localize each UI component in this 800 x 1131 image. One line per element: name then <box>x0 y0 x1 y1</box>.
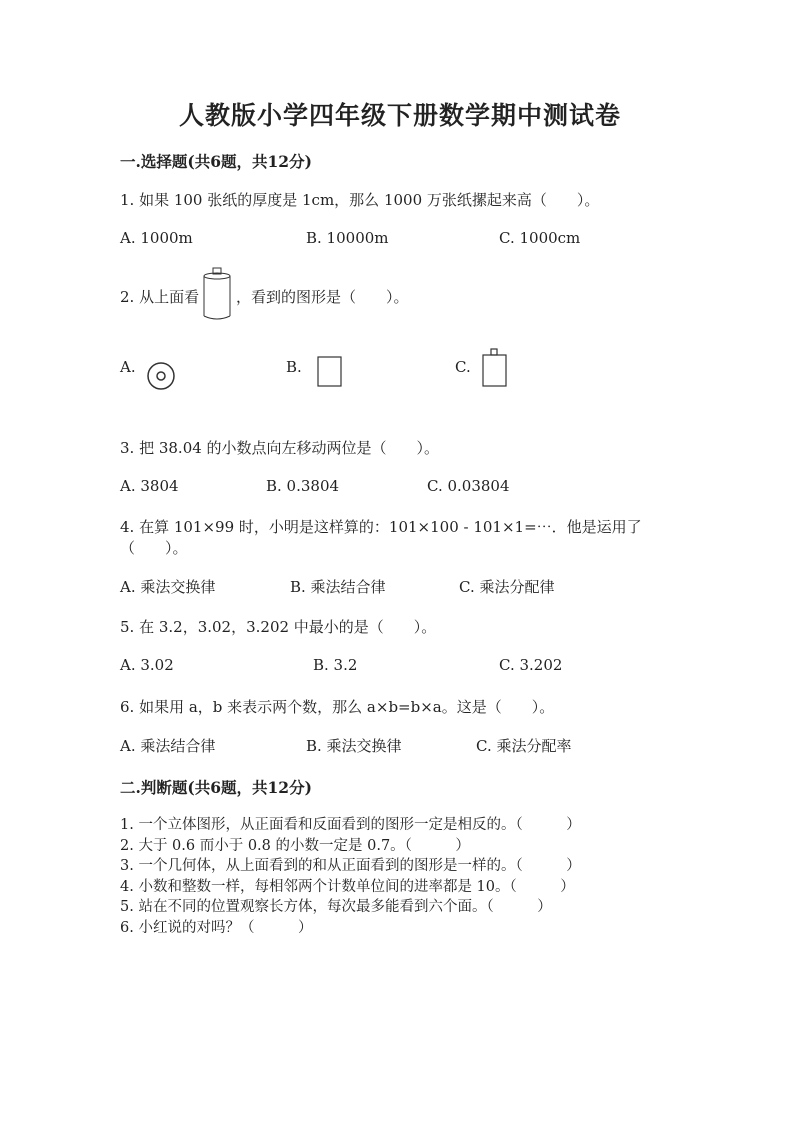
q5-option-b: B. 3.2 <box>313 656 358 674</box>
q2-option-a: A. <box>120 358 136 376</box>
judge-item-3: 3. 一个几何体，从上面看到的和从正面看到的图形是一样的。（ ） <box>120 858 581 874</box>
question-2-after: ，看到的图形是（ ）。 <box>236 288 409 306</box>
q2-option-c: C. <box>455 358 471 376</box>
page-title: 人教版小学四年级下册数学期中测试卷 <box>178 101 621 130</box>
section1-heading: 一.选择题(共6题，共12分) <box>120 152 312 171</box>
q1-option-b: B. 10000m <box>306 229 389 247</box>
q2-option-b: B. <box>286 358 302 376</box>
rectangle-figure <box>316 356 344 388</box>
q6-option-c: C. 乘法分配率 <box>476 737 572 755</box>
q3-option-c: C. 0.03804 <box>427 477 510 495</box>
q5-option-a: A. 3.02 <box>120 656 174 674</box>
judge-item-4: 4. 小数和整数一样，每相邻两个计数单位间的进率都是 10。（ ） <box>120 879 575 895</box>
question-2-before: 2. 从上面看 <box>120 288 200 306</box>
question-3: 3. 把 38.04 的小数点向左移动两位是（ ）。 <box>120 439 440 457</box>
q6-option-a: A. 乘法结合律 <box>120 737 216 755</box>
question-1: 1. 如果 100 张纸的厚度是 1cm，那么 1000 万张纸摞起来高（ ）。 <box>120 191 600 209</box>
judge-item-5: 5. 站在不同的位置观察长方体，每次最多能看到六个面。（ ） <box>120 899 552 915</box>
question-4-line2: （ ）。 <box>120 539 188 557</box>
rectangle-with-tab-figure <box>481 348 509 390</box>
concentric-circles-figure <box>145 360 177 392</box>
q1-option-c: C. 1000cm <box>499 229 581 247</box>
section2-heading: 二.判断题(共6题，共12分) <box>120 778 312 797</box>
q3-option-b: B. 0.3804 <box>266 477 340 495</box>
q3-option-a: A. 3804 <box>120 477 179 495</box>
question-6: 6. 如果用 a，b 来表示两个数，那么 a×b=b×a。这是（ ）。 <box>120 698 555 716</box>
q6-option-b: B. 乘法交换律 <box>306 737 402 755</box>
q1-option-a: A. 1000m <box>120 229 193 247</box>
q4-option-a: A. 乘法交换律 <box>120 578 216 596</box>
judge-item-6: 6. 小红说的对吗？（ ） <box>120 920 313 936</box>
question-5: 5. 在 3.2，3.02，3.202 中最小的是（ ）。 <box>120 618 437 636</box>
q4-option-b: B. 乘法结合律 <box>290 578 386 596</box>
q5-option-c: C. 3.202 <box>499 656 563 674</box>
question-4-line1: 4. 在算 101×99 时，小明是这样算的：101×100 - 101×1=⋯．他是运用了 <box>120 518 642 536</box>
cylinder-figure <box>200 266 236 322</box>
judge-item-2: 2. 大于 0.6 而小于 0.8 的小数一定是 0.7。（ ） <box>120 838 470 854</box>
q4-option-c: C. 乘法分配律 <box>459 578 555 596</box>
judge-item-1: 1. 一个立体图形，从正面看和反面看到的图形一定是相反的。（ ） <box>120 817 581 833</box>
